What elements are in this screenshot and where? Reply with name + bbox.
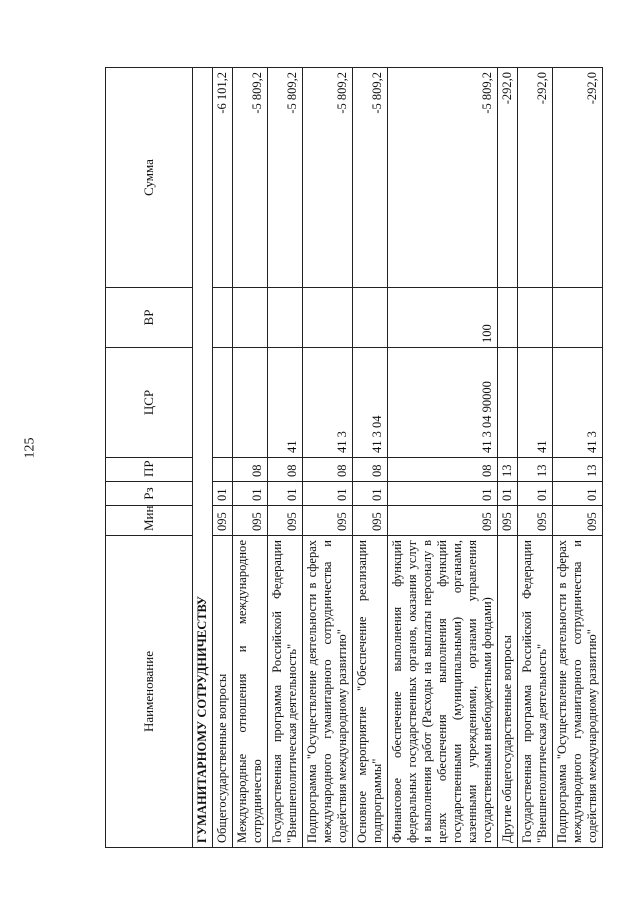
cell-name: Подпрограмма "Осуществление деятельности в сферах международного гуманитарного сотрудничества и содействия международному развитию" <box>303 536 353 848</box>
cell-name: Основное мероприятие "Обеспечение реализации подпрограммы" <box>353 536 388 848</box>
cell-name: Подпрограмма "Осуществление деятельности в сферах международного гуманитарного сотрудничества и содействия международному развитию" <box>553 536 603 848</box>
cell-name: Другие общегосударственные вопросы <box>498 536 518 848</box>
cell-csr <box>498 348 518 458</box>
cell-pr: 13 <box>553 458 603 482</box>
cell-min: 095 <box>213 506 233 536</box>
header-min: Мин <box>106 506 193 536</box>
cell-csr: 41 3 <box>303 348 353 458</box>
cell-vr <box>233 288 268 348</box>
table-row <box>498 68 518 848</box>
table-row <box>303 68 353 848</box>
cell-min: 095 <box>353 506 388 536</box>
cell-min: 095 <box>388 506 498 536</box>
table-row <box>388 68 498 848</box>
cell-vr: 100 <box>388 288 498 348</box>
header-row <box>106 68 193 848</box>
cell-rz: 01 <box>268 482 303 506</box>
cell-pr: 08 <box>388 458 498 482</box>
cell-pr: 08 <box>233 458 268 482</box>
cell-vr <box>303 288 353 348</box>
cell-vr <box>518 288 553 348</box>
cell-min: 095 <box>268 506 303 536</box>
budget-table <box>105 67 603 848</box>
cell-rz: 01 <box>518 482 553 506</box>
cell-pr <box>213 458 233 482</box>
cell-sum: -292,0 <box>498 68 518 288</box>
cell-sum: -5 809,2 <box>388 68 498 288</box>
page-number: 125 <box>22 437 38 459</box>
cell-vr <box>353 288 388 348</box>
cell-vr <box>553 288 603 348</box>
table-row <box>268 68 303 848</box>
cell-sum: -5 809,2 <box>353 68 388 288</box>
cell-min: 095 <box>233 506 268 536</box>
cell-sum: -5 809,2 <box>268 68 303 288</box>
header-csr: ЦСР <box>106 348 193 458</box>
cell-pr: 13 <box>518 458 553 482</box>
section-row <box>193 68 213 848</box>
cell-min: 095 <box>518 506 553 536</box>
header-rz: Рз <box>106 482 193 506</box>
cell-csr: 41 <box>518 348 553 458</box>
table-row <box>213 68 233 848</box>
cell-min: 095 <box>303 506 353 536</box>
cell-vr <box>213 288 233 348</box>
header-vr: ВР <box>106 288 193 348</box>
cell-csr: 41 3 04 90000 <box>388 348 498 458</box>
cell-rz: 01 <box>233 482 268 506</box>
cell-sum: -292,0 <box>518 68 553 288</box>
cell-csr <box>213 348 233 458</box>
cell-rz: 01 <box>303 482 353 506</box>
table-row <box>553 68 603 848</box>
cell-sum: -5 809,2 <box>233 68 268 288</box>
cell-csr: 41 3 <box>553 348 603 458</box>
header-pr: ПР <box>106 458 193 482</box>
cell-sum: -292,0 <box>553 68 603 288</box>
cell-rz: 01 <box>553 482 603 506</box>
cell-csr: 41 3 04 <box>353 348 388 458</box>
cell-rz: 01 <box>388 482 498 506</box>
cell-pr: 08 <box>303 458 353 482</box>
cell-sum: -5 809,2 <box>303 68 353 288</box>
cell-name: Финансовое обеспечение выполнения функций федеральных государственных органов, оказания услуг и выполнения работ (Расходы на выплаты персоналу в целях обеспечения выполнения функций государственными (муниципальными) органами, казенными учреждениями, органами управления государственными внебюджетными фондами) <box>388 536 498 848</box>
cell-rz: 01 <box>498 482 518 506</box>
cell-name: Международные отношения и международное сотрудничество <box>233 536 268 848</box>
table-row <box>518 68 553 848</box>
cell-name: Государственная программа Российской Федерации "Внешнеполитическая деятельность" <box>518 536 553 848</box>
cell-vr <box>268 288 303 348</box>
cell-pr: 13 <box>498 458 518 482</box>
cell-name: Общегосударственные вопросы <box>213 536 233 848</box>
cell-rz: 01 <box>213 482 233 506</box>
header-sum: Сумма <box>106 68 193 288</box>
rotated-table-sheet <box>105 68 625 848</box>
section-title: ГУМАНИТАРНОМУ СОТРУДНИЧЕСТВУ <box>193 68 213 848</box>
cell-pr: 08 <box>268 458 303 482</box>
cell-rz: 01 <box>353 482 388 506</box>
cell-sum: -6 101,2 <box>213 68 233 288</box>
cell-pr: 08 <box>353 458 388 482</box>
cell-name: Государственная программа Российской Федерации "Внешнеполитическая деятельность" <box>268 536 303 848</box>
header-name: Наименование <box>106 536 193 848</box>
cell-csr <box>233 348 268 458</box>
cell-min: 095 <box>498 506 518 536</box>
table-row <box>233 68 268 848</box>
cell-vr <box>498 288 518 348</box>
cell-min: 095 <box>553 506 603 536</box>
cell-csr: 41 <box>268 348 303 458</box>
table-row <box>353 68 388 848</box>
